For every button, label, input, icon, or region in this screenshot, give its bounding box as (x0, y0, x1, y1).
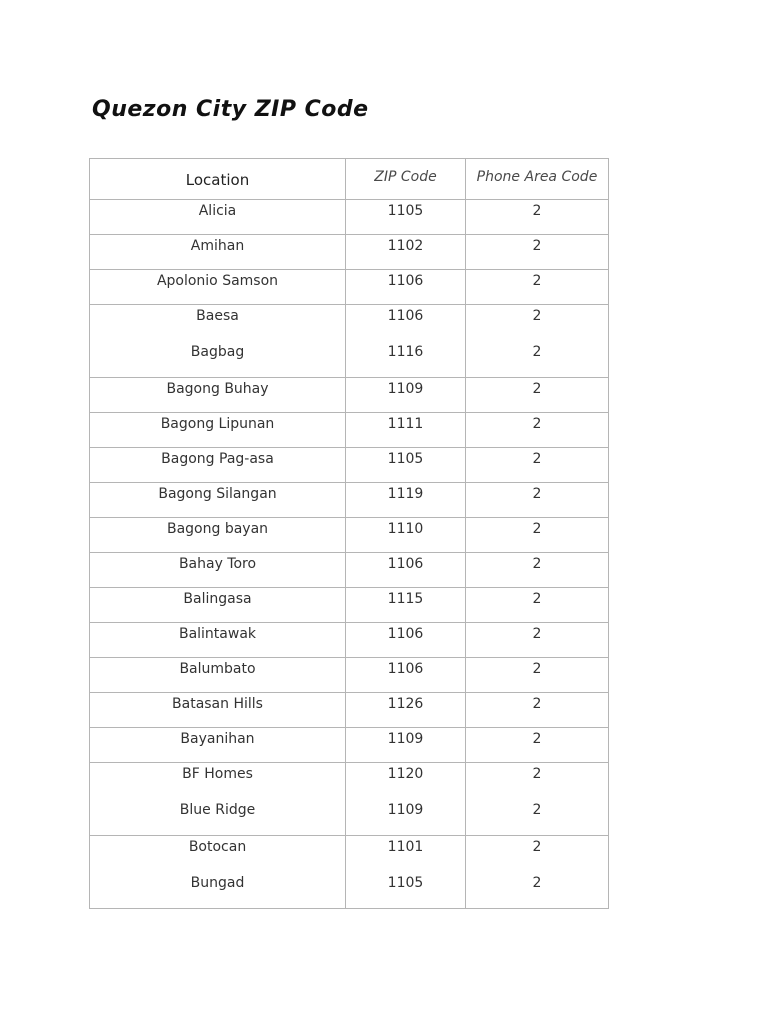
zip-code-cell (346, 518, 466, 553)
phone-area-code-value: 2 (532, 731, 542, 747)
zip-code-cell (346, 448, 466, 483)
phone-area-code-cell (466, 413, 609, 448)
zip-code-value: 1115 (387, 591, 424, 607)
table-row (90, 763, 609, 836)
zip-code-value: 1105 (387, 451, 424, 467)
location-cell (90, 378, 346, 413)
zip-code-cell (346, 728, 466, 763)
phone-area-code-cell (466, 658, 609, 693)
zip-code-value: 1106 (387, 308, 424, 324)
location-cell (90, 693, 346, 728)
location-cell (90, 448, 346, 483)
column-header-zip-code-label: ZIP Code (374, 169, 437, 185)
zip-code-cell (346, 553, 466, 588)
zip-code-cell (346, 200, 466, 235)
location-name: Bagong Lipunan (160, 416, 275, 432)
zip-code-value: 1120 (387, 766, 424, 782)
page-title: Quezon City ZIP Code (92, 97, 369, 122)
location-cell (90, 518, 346, 553)
table-row (90, 658, 609, 693)
location-name: Bagong Pag-asa (161, 451, 274, 467)
zip-code-value: 1105 (387, 875, 424, 891)
zip-code-cell (346, 588, 466, 623)
zip-code-value: 1109 (387, 802, 424, 818)
location-name: Alicia (198, 203, 237, 219)
zip-code-value: 1106 (387, 556, 424, 572)
table-row (90, 413, 609, 448)
zip-code-value: 1126 (387, 696, 424, 712)
table-header-row (90, 159, 609, 200)
location-cell (90, 235, 346, 270)
phone-area-code-cell (466, 728, 609, 763)
zip-code-cell (346, 658, 466, 693)
table-row (90, 623, 609, 658)
phone-area-code-value: 2 (532, 344, 542, 360)
zip-code-value: 1106 (387, 661, 424, 677)
location-cell (90, 483, 346, 518)
phone-area-code-cell (466, 693, 609, 728)
zip-code-value: 1116 (387, 344, 424, 360)
phone-area-code-value: 2 (532, 451, 542, 467)
phone-area-code-cell (466, 763, 609, 836)
zip-code-value: 1105 (387, 203, 424, 219)
table-header (90, 159, 609, 200)
location-name: Baesa (196, 308, 239, 324)
phone-area-code-value: 2 (532, 626, 542, 642)
zip-code-value: 1101 (387, 839, 424, 855)
zip-code-cell (346, 413, 466, 448)
location-cell (90, 270, 346, 305)
location-cell (90, 728, 346, 763)
phone-area-code-value: 2 (532, 381, 542, 397)
location-name: Apolonio Samson (156, 273, 279, 289)
location-cell (90, 836, 346, 909)
phone-area-code-value: 2 (532, 521, 542, 537)
phone-area-code-value: 2 (532, 802, 542, 818)
zip-code-cell (346, 305, 466, 378)
table-row (90, 693, 609, 728)
location-name: Bungad (190, 875, 245, 891)
phone-area-code-value: 2 (532, 591, 542, 607)
zip-code-cell (346, 693, 466, 728)
zip-code-cell (346, 836, 466, 909)
table-row (90, 553, 609, 588)
phone-area-code-cell (466, 518, 609, 553)
location-cell (90, 588, 346, 623)
column-header-phone-area-code (466, 159, 609, 200)
location-name: Bahay Toro (178, 556, 257, 572)
table-row (90, 305, 609, 378)
table-row (90, 270, 609, 305)
zip-code-cell (346, 378, 466, 413)
zip-code-value: 1119 (387, 486, 424, 502)
location-cell (90, 553, 346, 588)
table-row (90, 378, 609, 413)
zip-code-cell (346, 270, 466, 305)
table-row (90, 483, 609, 518)
phone-area-code-value: 2 (532, 416, 542, 432)
zip-code-cell (346, 623, 466, 658)
table-row (90, 448, 609, 483)
phone-area-code-value: 2 (532, 766, 542, 782)
column-header-phone-area-code-label: Phone Area Code (476, 169, 598, 185)
table-row (90, 235, 609, 270)
zip-code-value: 1110 (387, 521, 424, 537)
phone-area-code-cell (466, 200, 609, 235)
zip-code-value: 1111 (387, 416, 424, 432)
location-name: Balingasa (183, 591, 252, 607)
zip-code-value: 1109 (387, 731, 424, 747)
location-name: Bagong bayan (166, 521, 269, 537)
phone-area-code-value: 2 (532, 308, 542, 324)
phone-area-code-value: 2 (532, 556, 542, 572)
location-cell (90, 305, 346, 378)
phone-area-code-cell (466, 623, 609, 658)
phone-area-code-value: 2 (532, 839, 542, 855)
phone-area-code-cell (466, 235, 609, 270)
location-name: BF Homes (182, 766, 253, 782)
location-cell (90, 623, 346, 658)
zip-code-table (89, 158, 609, 909)
phone-area-code-value: 2 (532, 203, 542, 219)
phone-area-code-value: 2 (532, 486, 542, 502)
zip-code-cell (346, 483, 466, 518)
column-header-location (90, 159, 346, 200)
location-name: Bagong Silangan (158, 486, 277, 502)
location-name: Blue Ridge (179, 802, 256, 818)
phone-area-code-cell (466, 588, 609, 623)
location-cell (90, 413, 346, 448)
table-row (90, 728, 609, 763)
location-name: Balintawak (178, 626, 257, 642)
zip-code-cell (346, 235, 466, 270)
zip-code-value: 1106 (387, 626, 424, 642)
zip-code-value: 1109 (387, 381, 424, 397)
phone-area-code-cell (466, 448, 609, 483)
table-row (90, 836, 609, 909)
column-header-zip-code (346, 159, 466, 200)
phone-area-code-value: 2 (532, 696, 542, 712)
phone-area-code-cell (466, 483, 609, 518)
location-cell (90, 763, 346, 836)
table-row (90, 518, 609, 553)
location-name: Bayanihan (180, 731, 255, 747)
phone-area-code-value: 2 (532, 273, 542, 289)
phone-area-code-value: 2 (532, 661, 542, 677)
table-row (90, 200, 609, 235)
phone-area-code-cell (466, 836, 609, 909)
phone-area-code-cell (466, 553, 609, 588)
zip-code-value: 1102 (387, 238, 424, 254)
zip-code-value: 1106 (387, 273, 424, 289)
location-cell (90, 200, 346, 235)
phone-area-code-cell (466, 305, 609, 378)
column-header-location-label: Location (185, 171, 250, 189)
location-name: Botocan (188, 839, 247, 855)
location-name: Bagong Buhay (166, 381, 269, 397)
phone-area-code-value: 2 (532, 238, 542, 254)
location-cell (90, 658, 346, 693)
location-name: Bagbag (190, 344, 245, 360)
location-name: Amihan (190, 238, 245, 254)
table-row (90, 588, 609, 623)
phone-area-code-value: 2 (532, 875, 542, 891)
phone-area-code-cell (466, 378, 609, 413)
phone-area-code-cell (466, 270, 609, 305)
location-name: Balumbato (179, 661, 256, 677)
table-body (90, 200, 609, 909)
location-name: Batasan Hills (172, 696, 263, 712)
zip-code-cell (346, 763, 466, 836)
